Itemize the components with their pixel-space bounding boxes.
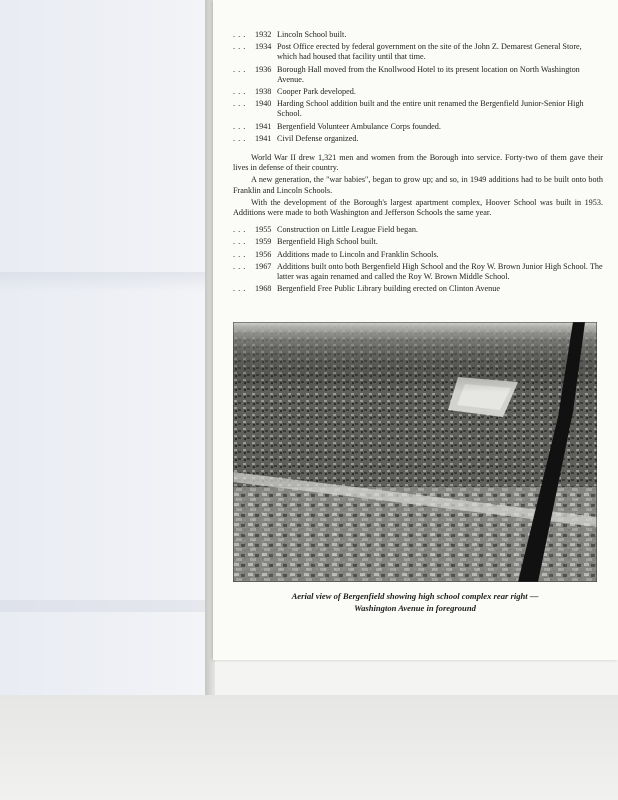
entry-year: 1967 [255,261,272,271]
entry-year: 1934 [255,42,272,52]
leader-dots: . . . [233,30,246,39]
entry-text: Civil Defense organized. [277,133,359,143]
entry-text: Borough Hall moved from the Knollwood Hotel to its present location on North Washington Avenue. [277,64,580,84]
leader-dots: . . . [233,121,246,131]
entry-year: 1956 [255,249,272,259]
entry-year: 1959 [255,237,272,247]
scanner-background [0,695,618,800]
entry-year: 1968 [255,284,272,294]
leader-dots: . . . [233,249,246,259]
chronology-text [233,30,603,296]
leader-dots: . . . [233,133,246,143]
leader-dots: . . . [233,42,246,52]
timeline-entry [233,99,603,119]
photo-caption [233,590,597,614]
entry-year: 1955 [255,225,272,235]
entry-text: Post Office erected by federal government on the site of the John Z. Demarest General Store, which had housed that facility until that time. [277,42,582,62]
entry-year: 1940 [255,99,272,109]
body-paragraph: World War II drew 1,321 men and women from the Borough into service. Forty-two of them gave their lives in defense of their country. [233,153,603,173]
timeline-entry [233,250,603,260]
leader-dots: . . . [233,261,246,271]
entry-text: Additions built onto both Bergenfield High School and the Roy W. Brown Junior High School. The latter was again renamed and called the Roy W. Brown Middle School. [277,261,603,282]
timeline-entry [233,237,603,247]
aerial-photograph [233,322,597,582]
entry-text: Harding School addition built and the entire unit renamed the Bergenfield Junior-Senior High School. [277,99,584,119]
body-paragraph: A new generation, the "war babies", began to grow up; and so, in 1949 additions had to be built onto both Franklin and Lincoln Schools. [233,175,603,195]
entry-year: 1941 [255,133,272,143]
entry-text: Construction on Little League Field began. [277,225,418,235]
timeline-entry [233,134,603,144]
bleed-through-mark [0,600,205,612]
timeline-entry [233,284,603,294]
leader-dots: . . . [233,87,246,97]
entry-year: 1941 [255,121,272,131]
entry-year: 1938 [255,87,272,97]
timeline-entry [233,87,603,97]
leader-dots: . . . [233,99,246,109]
timeline-entry [233,262,603,282]
entry-text: Additions made to Lincoln and Franklin Schools. [277,249,439,259]
entry-text: Bergenfield Free Public Library building erected on Clinton Avenue [277,284,500,294]
body-paragraph: With the development of the Borough's largest apartment complex, Hoover School was built in 1953. Additions were made to both Washington and Jefferson Schools the same year. [233,197,603,218]
caption-line: Aerial view of Bergenfield showing high school complex rear right — [291,591,539,601]
timeline-entry [233,65,603,85]
caption-line: Washington Avenue in foreground [354,603,476,613]
leader-dots: . . . [233,225,246,235]
entry-text: Cooper Park developed. [277,87,356,97]
entry-text: Lincoln School built. [277,30,347,39]
entry-year: 1932 [255,30,272,39]
blank-left-page [0,0,206,695]
leader-dots: . . . [233,64,246,74]
entry-year: 1936 [255,64,272,74]
entry-text: Bergenfield Volunteer Ambulance Corps founded. [277,121,441,131]
leader-dots: . . . [233,237,246,247]
bleed-through-mark [0,272,205,292]
leader-dots: . . . [233,284,246,294]
timeline-entry [233,42,603,62]
book-page [213,0,618,660]
aerial-photo-image [233,322,597,582]
entry-text: Bergenfield High School built. [277,237,378,247]
timeline-entry [233,30,603,40]
timeline-entry [233,225,603,235]
timeline-entry [233,122,603,132]
